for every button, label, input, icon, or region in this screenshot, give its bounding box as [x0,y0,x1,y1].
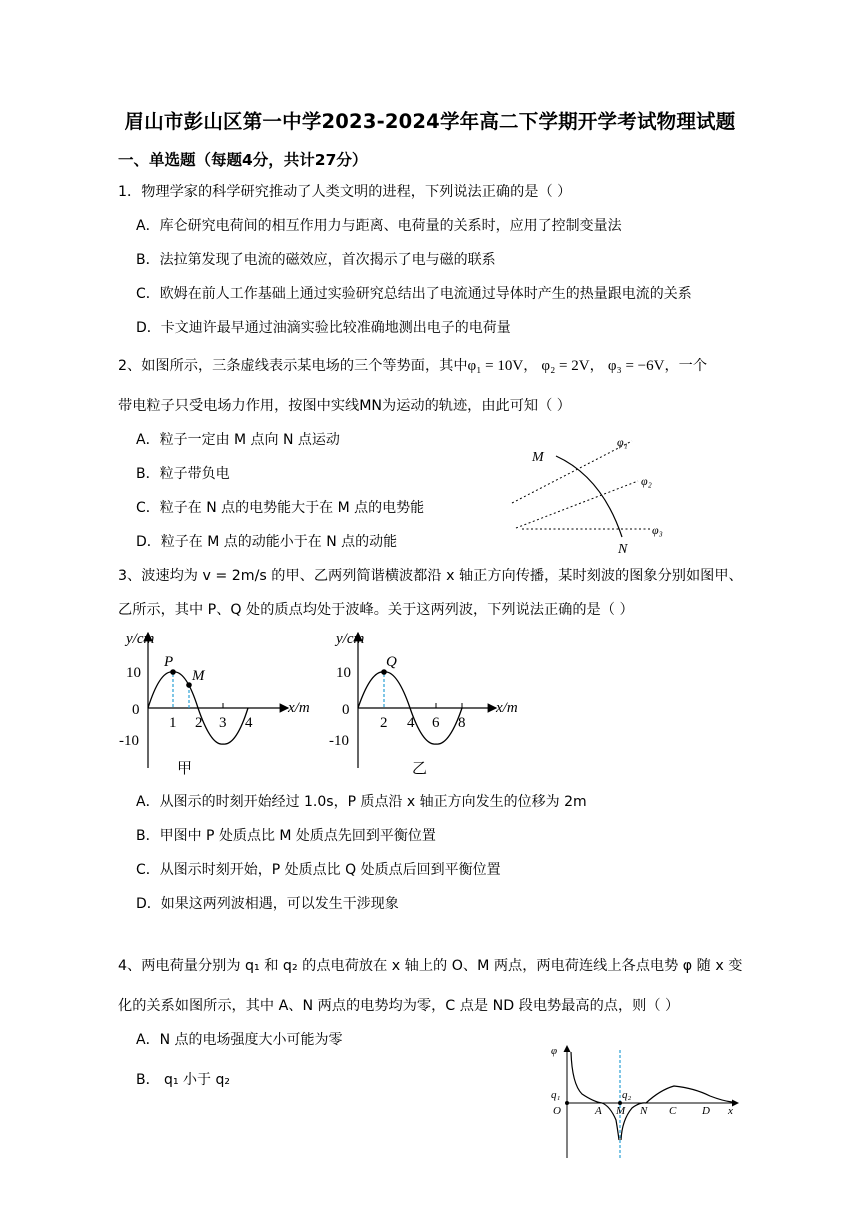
q2-trajectory-mn [556,456,622,537]
q4-curve-right [621,1086,732,1140]
q3-option-d: D．如果这两列波相遇，可以发生干涉现象 [136,896,399,912]
section-heading: 一、单选题（每题4分，共计27分） [118,151,368,169]
q2-equipotential-2 [516,481,638,528]
q4-point-o [565,1101,569,1105]
q3-jia-tick-label-3: 3 [219,715,227,731]
q3-jia-caption: 甲 [177,761,193,777]
q2-option-c: C．粒子在 N 点的电势能大于在 M 点的电势能 [136,500,425,516]
q4-option-a: A．N 点的电场强度大小可能为零 [136,1032,343,1048]
q3-jia-ylabel: y/cm [126,631,155,647]
q3-jia-y10: 10 [126,665,141,681]
q4-label-x: x [728,1105,733,1117]
q3-jia-tick-label-2: 2 [195,715,203,731]
q2-stem-b: ，一个 [664,358,708,374]
q3-yi-caption: 乙 [412,761,428,777]
q3-wave-figure-yi [328,628,536,778]
q3-jia-y0: 0 [132,702,140,718]
q4-label-a: A [595,1105,602,1117]
q4-label-o: O [553,1105,561,1117]
q2-label-m: M [532,450,544,465]
q4-stem-line1: 4、两电荷量分别为 q₁ 和 q₂ 的点电荷放在 x 轴上的 O、M 两点，两电荷连线上各点电势 φ 随 x 变 [118,958,743,974]
q1-stem: 1．物理学家的科学研究推动了人类文明的进程，下列说法正确的是（ ） [118,184,572,200]
q3-jia-point-p [170,669,176,675]
q1-option-d: D．卡文迪许最早通过油滴实验比较准确地测出电子的电荷量 [136,320,511,336]
q3-yi-tick-label-2: 2 [380,715,388,731]
q3-jia-tick-4: 4 [245,715,253,731]
q3-jia-label-p: P [164,654,174,670]
q3-yi-y10: 10 [336,665,351,681]
q2-label-n: N [618,542,628,557]
q3-yi-yneg10: -10 [329,733,349,749]
q3-yi-ylabel: y/cm [336,631,365,647]
q3-stem-line1: 3、波速均为 v = 2m/s 的甲、乙两列简谐横波都沿 x 轴正方向传播，某时刻波的图象分别如图甲、 [118,568,743,584]
q2-equipotential-figure [500,425,690,560]
q2-phi3: φ₃ = −6V [607,358,665,374]
q3-option-b: B．甲图中 P 处质点比 M 处质点先回到平衡位置 [136,828,436,844]
q3-yi-tick-label-4: 4 [407,715,415,731]
q3-stem-line2: 乙所示，其中 P、Q 处的质点均处于波峰。关于这两列波，下列说法正确的是（ ） [118,602,634,618]
q4-stem-line2: 化的关系如图所示，其中 A、N 两点的电势均为零，C 点是 ND 段电势最高的点，则（ ） [118,998,680,1014]
q3-jia-tick-1: 1 [169,715,177,731]
q2-phi2: φ₂ = 2V [541,358,590,374]
q3-yi-point-q [381,669,387,675]
q4-label-phi: φ [551,1045,558,1057]
q2-label-phi3: φ₃ [652,523,663,537]
q2-label-phi1: φ₁ [617,435,628,449]
q2-stem-a: 2、如图所示，三条虚线表示某电场的三个等势面，其中 [118,358,468,374]
q2-option-d: D．粒子在 M 点的动能小于在 N 点的动能 [136,534,398,550]
q4-curve-left [571,1052,619,1140]
q1-option-a: A．库仑研究电荷间的相互作用力与距离、电荷量的关系时，应用了控制变量法 [136,218,622,234]
q2-label-phi2: φ₂ [641,474,652,488]
q2-stem-line2: 带电粒子只受电场力作用，按图中实线MN为运动的轨迹，由此可知（ ） [118,398,571,414]
page-title: 眉山市彭山区第一中学2023-2024学年高二下学期开学考试物理试题 [124,110,736,133]
q1-option-b: B．法拉第发现了电流的磁效应，首次揭示了电与磁的联系 [136,252,496,268]
q3-wave-figure-jia [118,628,326,778]
q4-label-c: C [669,1105,677,1117]
q4-potential-figure [548,1040,744,1162]
q1-option-c: C．欧姆在前人工作基础上通过实验研究总结出了电流通过导体时产生的热量跟电流的关系 [136,286,692,302]
q4-label-m: M [616,1105,626,1117]
q4-label-n: N [640,1105,648,1117]
q2-option-b: B．粒子带负电 [136,466,230,482]
q3-option-a: A．从图示的时刻开始经过 1.0s，P 质点沿 x 轴正方向发生的位移为 2m [136,794,587,810]
q4-option-b: B． q₁ 小于 q₂ [136,1072,230,1088]
q3-yi-y0: 0 [342,702,350,718]
q3-yi-tick-label-8: 8 [458,715,466,731]
q3-jia-point-m [186,682,192,688]
q2-option-a: A．粒子一定由 M 点向 N 点运动 [136,432,340,448]
q2-stem-line1: 2、如图所示，三条虚线表示某电场的三个等势面，其中φ₁ = 10V， φ₂ = 2V， φ₃ = −6V，一个 [118,358,708,374]
q3-yi-tick-label-6: 6 [432,715,440,731]
q3-jia-yneg10: -10 [119,733,139,749]
q3-yi-xlabel: x/m [496,700,518,716]
q3-option-c: C．从图示时刻开始，P 处质点比 Q 处质点后回到平衡位置 [136,862,501,878]
q2-equipotential-1 [512,441,632,503]
q3-jia-label-m: M [192,668,205,684]
q4-label-q1: q₁ [551,1089,561,1101]
q3-yi-label-q: Q [386,654,397,670]
q3-jia-xlabel: x/m [288,700,310,716]
q4-label-q2: q₂ [622,1089,632,1101]
q4-label-d: D [702,1105,710,1117]
q2-phi1: φ₁ = 10V [467,358,524,374]
